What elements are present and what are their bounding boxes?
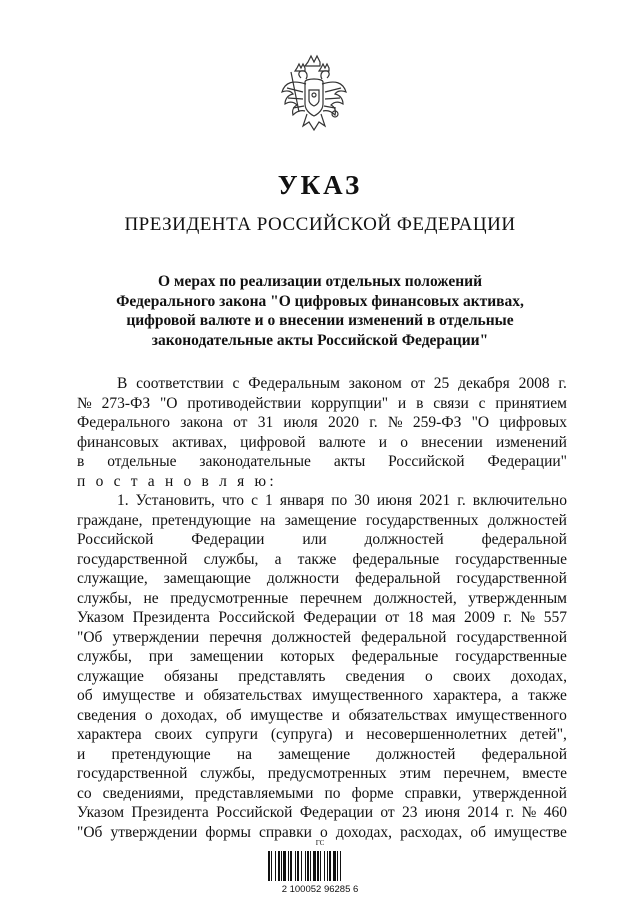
word: вместе bbox=[522, 765, 567, 782]
word: с bbox=[232, 375, 240, 392]
word: претендующие bbox=[111, 745, 211, 763]
word: федеральные bbox=[351, 648, 439, 665]
barcode-bar bbox=[297, 851, 299, 881]
state-emblem-icon bbox=[279, 52, 349, 140]
word: о bbox=[320, 823, 328, 841]
word: и bbox=[331, 706, 340, 724]
word: валюте bbox=[318, 433, 366, 451]
word: 2014 bbox=[467, 804, 499, 821]
word: 30 bbox=[354, 492, 370, 509]
word: замещение bbox=[278, 745, 351, 763]
word: а bbox=[511, 687, 519, 704]
word: "Об bbox=[77, 823, 103, 841]
word: государственной bbox=[456, 628, 567, 646]
word: акты bbox=[333, 453, 366, 470]
document-subtitle: ПРЕЗИДЕНТА РОССИЙСКОЙ ФЕДЕРАЦИИ bbox=[124, 214, 516, 235]
barcode-mark: ГС bbox=[315, 839, 325, 847]
word: по bbox=[331, 492, 348, 509]
word: предусмотренные bbox=[170, 589, 289, 607]
word: по bbox=[324, 784, 341, 802]
body-line bbox=[77, 784, 567, 804]
word: декабря bbox=[458, 375, 510, 392]
word: государственные bbox=[455, 550, 567, 568]
word: финансовых bbox=[77, 433, 159, 451]
word: (супруга) bbox=[270, 726, 333, 743]
word: 259-ФЗ bbox=[412, 414, 462, 431]
word: и bbox=[397, 394, 407, 412]
word: характера bbox=[77, 726, 142, 743]
word: июня bbox=[424, 804, 461, 821]
word: и bbox=[378, 433, 388, 451]
word: супруги bbox=[205, 726, 258, 743]
body-line bbox=[77, 803, 567, 823]
word: В bbox=[117, 375, 128, 392]
word: "О bbox=[159, 394, 178, 412]
word: коррупции" bbox=[311, 394, 389, 412]
body-line bbox=[77, 667, 567, 687]
word: об bbox=[77, 687, 93, 704]
word: должностей bbox=[364, 531, 444, 548]
barcode-bar bbox=[271, 851, 272, 881]
word: справки, bbox=[404, 784, 462, 802]
barcode-bar bbox=[301, 851, 302, 881]
word: г. bbox=[505, 804, 515, 821]
word: федеральной bbox=[481, 531, 567, 548]
word: Федерального bbox=[77, 414, 171, 431]
word: отдельные bbox=[107, 453, 177, 470]
barcode-bar bbox=[307, 851, 309, 881]
word: должностей, bbox=[373, 589, 457, 607]
word: этим bbox=[399, 765, 431, 782]
body-line bbox=[77, 569, 567, 589]
word: доходах, bbox=[335, 823, 392, 841]
word: федеральные bbox=[352, 550, 440, 568]
word: характера, bbox=[432, 687, 502, 704]
body-line bbox=[77, 511, 567, 531]
word: № bbox=[520, 609, 536, 626]
word: г. bbox=[558, 375, 567, 392]
word: федеральной bbox=[481, 745, 567, 763]
word: принятием bbox=[495, 394, 567, 412]
word: № bbox=[521, 804, 537, 821]
word: службы, bbox=[200, 765, 255, 782]
word: представляемыми bbox=[194, 784, 314, 802]
word: законодательные bbox=[199, 453, 311, 470]
word: также bbox=[297, 550, 337, 568]
word: сведения bbox=[77, 706, 137, 724]
word: служащие bbox=[77, 667, 144, 685]
word: г. bbox=[503, 609, 512, 626]
word: имуществе bbox=[250, 706, 324, 724]
word: замещающие bbox=[163, 570, 251, 587]
word: в bbox=[416, 394, 424, 412]
word: 23 bbox=[402, 804, 418, 821]
body-line bbox=[77, 725, 567, 745]
barcode-bar bbox=[329, 851, 331, 881]
body-line bbox=[77, 452, 567, 472]
barcode-bar bbox=[278, 851, 280, 881]
word: государственной bbox=[77, 550, 188, 568]
word: службы, bbox=[203, 550, 259, 568]
word: несовершеннолетних bbox=[366, 726, 508, 743]
word: 2008 bbox=[518, 375, 550, 392]
word: г. bbox=[369, 414, 378, 431]
body-line bbox=[77, 394, 567, 414]
word: Президента bbox=[131, 804, 209, 821]
word: не bbox=[143, 589, 159, 607]
document-title: УКАЗ bbox=[277, 170, 363, 200]
word: 557 bbox=[543, 609, 567, 626]
word: Президента bbox=[132, 609, 210, 626]
word: службы, bbox=[77, 648, 132, 665]
body-line bbox=[77, 686, 567, 706]
word: связи bbox=[433, 394, 469, 412]
word: 2009 bbox=[463, 609, 495, 626]
word: государственной bbox=[77, 765, 188, 782]
word: включительно bbox=[472, 492, 567, 509]
word: доходах, bbox=[510, 667, 567, 685]
word: 18 bbox=[407, 609, 424, 626]
word: 2021 bbox=[419, 492, 451, 509]
word: о bbox=[144, 706, 153, 724]
word: от bbox=[380, 804, 395, 821]
body-line bbox=[77, 550, 567, 570]
barcode-bar bbox=[305, 851, 306, 881]
word: формы bbox=[205, 823, 251, 841]
barcode-bar bbox=[324, 851, 325, 881]
word: претендующие bbox=[151, 511, 251, 529]
word: об bbox=[470, 823, 486, 841]
barcode-bar bbox=[317, 851, 319, 881]
word: сведения bbox=[345, 667, 405, 685]
word: от bbox=[233, 414, 248, 431]
word: Федерации" bbox=[487, 453, 567, 470]
barcode-bar bbox=[290, 851, 292, 881]
body-line bbox=[77, 608, 567, 628]
barcode-bar bbox=[283, 851, 286, 881]
word: обязательствах bbox=[203, 687, 303, 704]
word: перечнем, bbox=[443, 765, 510, 782]
body-line bbox=[77, 413, 567, 433]
word: федеральной bbox=[355, 570, 441, 587]
heading-line: О мерах по реализации отдельных положений bbox=[157, 273, 483, 290]
word: Указом bbox=[77, 609, 125, 626]
word: должности bbox=[266, 570, 340, 587]
body-line bbox=[77, 745, 567, 765]
word: активах, bbox=[172, 433, 227, 451]
barcode-block bbox=[262, 838, 378, 898]
barcode-bar bbox=[337, 851, 338, 881]
word: цифровых bbox=[499, 414, 567, 431]
word: внесении bbox=[421, 433, 483, 451]
body-line bbox=[77, 433, 567, 453]
word: 460 bbox=[543, 804, 567, 821]
barcode-bar bbox=[288, 851, 289, 881]
heading-line: цифровой валюте и о внесении изменений в отдельные bbox=[126, 312, 514, 329]
decree-body bbox=[77, 374, 567, 842]
word: своих bbox=[452, 667, 491, 685]
word: расходах, bbox=[400, 823, 463, 841]
barcode-bar bbox=[320, 851, 321, 881]
word: с bbox=[251, 492, 258, 509]
barcode-bar bbox=[275, 851, 276, 881]
word: представлять bbox=[238, 667, 326, 685]
word: цифровой bbox=[240, 433, 306, 451]
word: должностей bbox=[487, 511, 567, 529]
word: обязательствах bbox=[348, 706, 448, 724]
word: имуществе bbox=[102, 687, 176, 704]
barcode-bar bbox=[340, 851, 341, 881]
barcode-bar bbox=[333, 851, 336, 881]
word: 31 bbox=[257, 414, 274, 431]
word: "О bbox=[471, 414, 490, 431]
word: имуществе bbox=[494, 823, 567, 841]
word: на bbox=[236, 745, 252, 763]
barcode-number: 2 100052 96285 6 bbox=[281, 884, 359, 895]
word: Российской bbox=[388, 453, 465, 470]
word: в bbox=[77, 453, 85, 470]
word: и bbox=[185, 687, 194, 704]
word: Российской bbox=[216, 804, 293, 821]
word: перечнем bbox=[299, 589, 363, 607]
word: Федерации bbox=[299, 804, 374, 821]
word: 25 bbox=[433, 375, 450, 392]
word: служащие, bbox=[77, 570, 148, 587]
word: граждане, bbox=[77, 511, 143, 529]
word: с bbox=[478, 394, 486, 412]
word: и bbox=[345, 726, 354, 743]
word: № bbox=[387, 414, 403, 431]
word: о bbox=[424, 667, 433, 685]
word: при bbox=[148, 648, 174, 665]
word: которых bbox=[280, 648, 335, 665]
body-line bbox=[77, 764, 567, 784]
word: утверждении bbox=[112, 628, 200, 646]
word: июня bbox=[376, 492, 413, 509]
word: государственной bbox=[456, 570, 567, 587]
word: от bbox=[410, 375, 425, 392]
heading-line: законодательные акты Российской Федерации" bbox=[151, 331, 489, 349]
word: государственные bbox=[455, 648, 567, 665]
word: что bbox=[221, 492, 245, 509]
word: федеральной bbox=[361, 628, 447, 646]
word: государственных bbox=[365, 511, 479, 529]
word: утверждении bbox=[110, 823, 198, 841]
word: об bbox=[225, 706, 242, 724]
body-line bbox=[77, 491, 567, 511]
word: имущественного bbox=[312, 687, 424, 704]
decree-heading bbox=[60, 272, 580, 350]
word: обязаны bbox=[164, 667, 219, 685]
word: и bbox=[77, 745, 86, 763]
word: изменений bbox=[495, 433, 567, 451]
heading-line: Федерального закона "О цифровых финансовых активах, bbox=[116, 292, 524, 310]
body-line: п о с т а н о в л я ю: bbox=[77, 472, 277, 490]
word: о bbox=[400, 433, 408, 451]
word: июля bbox=[283, 414, 318, 431]
word: Федерации bbox=[303, 609, 377, 626]
body-line bbox=[77, 628, 567, 648]
word: утвержденным bbox=[468, 589, 567, 607]
word: мая bbox=[431, 609, 456, 626]
word: закона bbox=[180, 414, 223, 431]
word: Федеральным bbox=[248, 375, 340, 392]
word: службы, bbox=[77, 589, 132, 607]
word: а bbox=[274, 550, 282, 568]
word: предусмотренных bbox=[267, 765, 387, 782]
word: 1. bbox=[117, 492, 129, 509]
word: перечня bbox=[209, 628, 262, 646]
word: должностей bbox=[376, 745, 456, 763]
body-line bbox=[77, 706, 567, 726]
word: сведениями, bbox=[102, 784, 184, 802]
barcode-icon bbox=[268, 851, 372, 881]
word: замещение bbox=[284, 511, 357, 529]
word: замещении bbox=[189, 648, 264, 665]
word: 273-ФЗ bbox=[101, 394, 151, 412]
body-line bbox=[77, 647, 567, 667]
word: также bbox=[528, 687, 567, 704]
word: № bbox=[77, 394, 92, 412]
barcode-bar bbox=[310, 851, 311, 881]
word: своих bbox=[154, 726, 193, 743]
word: Установить, bbox=[135, 492, 215, 509]
barcode-bar bbox=[327, 851, 328, 881]
word: Российской bbox=[218, 609, 295, 626]
word: имущественного bbox=[456, 706, 567, 724]
word: Федерации bbox=[191, 531, 265, 548]
word: 2020 bbox=[327, 414, 359, 431]
body-line bbox=[77, 589, 567, 609]
word: доходах, bbox=[161, 706, 218, 724]
word: форме bbox=[351, 784, 394, 802]
barcode-bar bbox=[281, 851, 282, 881]
word: г. bbox=[457, 492, 466, 509]
word: от bbox=[384, 609, 400, 626]
word: Российской bbox=[77, 531, 154, 548]
barcode-bar bbox=[295, 851, 296, 881]
word: января bbox=[279, 492, 325, 509]
body-line bbox=[77, 530, 567, 550]
word: на bbox=[260, 511, 276, 529]
word: законом bbox=[348, 375, 402, 392]
word: со bbox=[77, 784, 92, 802]
word: "Об bbox=[77, 628, 103, 646]
word: справки bbox=[258, 823, 312, 841]
word: детей", bbox=[520, 726, 567, 743]
barcode-bar bbox=[313, 851, 316, 881]
word: Указом bbox=[77, 804, 125, 821]
word: соответствии bbox=[136, 375, 224, 392]
word: противодействии bbox=[187, 394, 302, 412]
word: утвержденной bbox=[472, 784, 567, 802]
word: или bbox=[302, 531, 327, 548]
word: должностей bbox=[271, 628, 352, 646]
barcode-bar bbox=[268, 851, 270, 881]
body-line bbox=[77, 374, 567, 394]
word: 1 bbox=[265, 492, 273, 509]
